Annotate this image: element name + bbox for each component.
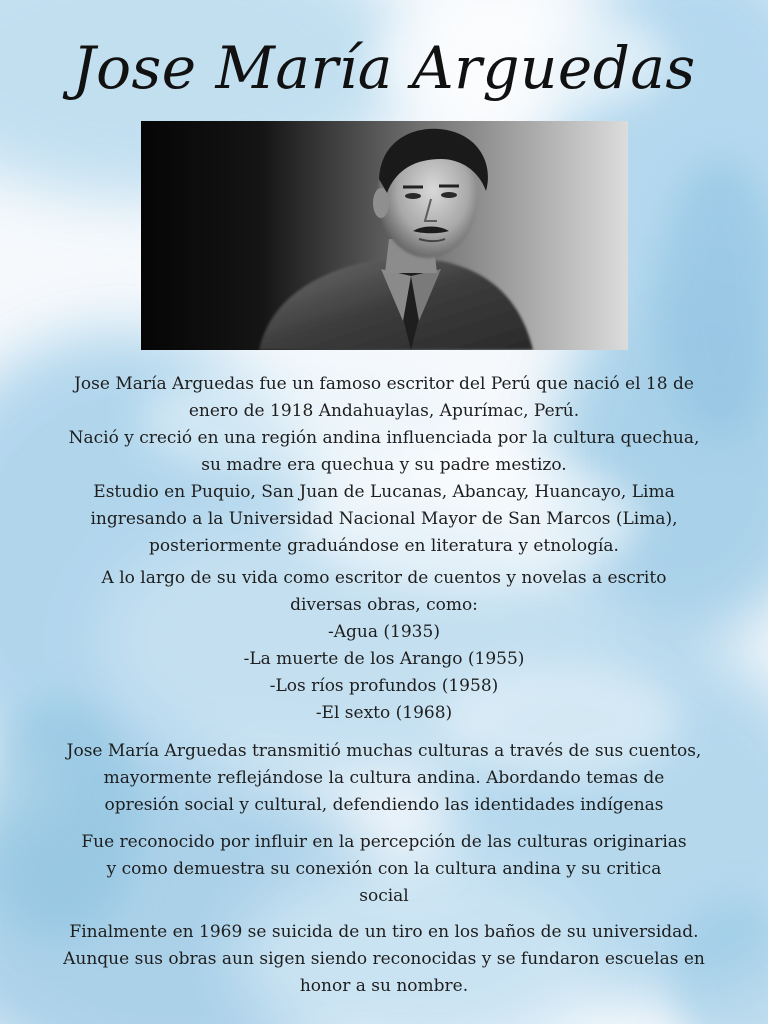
works-list-item: -La muerte de los Arango (1955) — [243, 649, 525, 669]
page-title: Jose María Arguedas — [72, 34, 696, 102]
text-line: y como demuestra su conexión con la cultura andina y su critica — [106, 859, 662, 879]
text-line: posteriormente graduándose en literatura y etnología. — [149, 536, 619, 556]
text-line: Nació y creció en una región andina influenciada por la cultura quechua, — [68, 428, 700, 448]
text-line: Fue reconocido por influir en la percepción de las culturas originarias — [81, 832, 687, 852]
text-line: enero de 1918 Andahuaylas, Apurímac, Perú. — [188, 401, 580, 421]
text-line: mayormente reflejándose la cultura andina. Abordando temas de — [103, 768, 665, 788]
works-list-item: -El sexto (1968) — [315, 703, 453, 723]
culture-paragraph — [30, 738, 738, 819]
portrait-photo — [141, 121, 628, 350]
works-list-item: -Los ríos profundos (1958) — [269, 676, 499, 696]
text-line: opresión social y cultural, defendiendo las identidades indígenas — [104, 795, 664, 815]
ending-paragraph — [30, 919, 738, 1000]
works-paragraph — [30, 565, 738, 727]
text-line: Aunque sus obras aun sigen siendo reconocidas y se fundaron escuelas en — [63, 949, 705, 969]
recognition-paragraph — [30, 829, 738, 910]
text-line: Jose María Arguedas fue un famoso escritor del Perú que nació el 18 de — [74, 374, 694, 394]
text-line: diversas obras, como: — [290, 595, 478, 615]
text-line: Estudio en Puquio, San Juan de Lucanas, Abancay, Huancayo, Lima — [93, 482, 675, 502]
portrait-photo-icon — [141, 121, 628, 350]
works-list-item: -Agua (1935) — [328, 622, 440, 642]
text-line: social — [359, 886, 409, 906]
text-line: Finalmente en 1969 se suicida de un tiro en los baños de su universidad. — [69, 922, 699, 942]
text-line: A lo largo de su vida como escritor de cuentos y novelas a escrito — [101, 568, 667, 588]
text-line: Jose María Arguedas transmitió muchas culturas a través de sus cuentos, — [66, 741, 702, 761]
text-line: ingresando a la Universidad Nacional Mayor de San Marcos (Lima), — [90, 509, 678, 529]
text-line: su madre era quechua y su padre mestizo. — [201, 455, 567, 475]
biography-paragraph — [30, 371, 738, 560]
text-line: honor a su nombre. — [299, 976, 469, 996]
